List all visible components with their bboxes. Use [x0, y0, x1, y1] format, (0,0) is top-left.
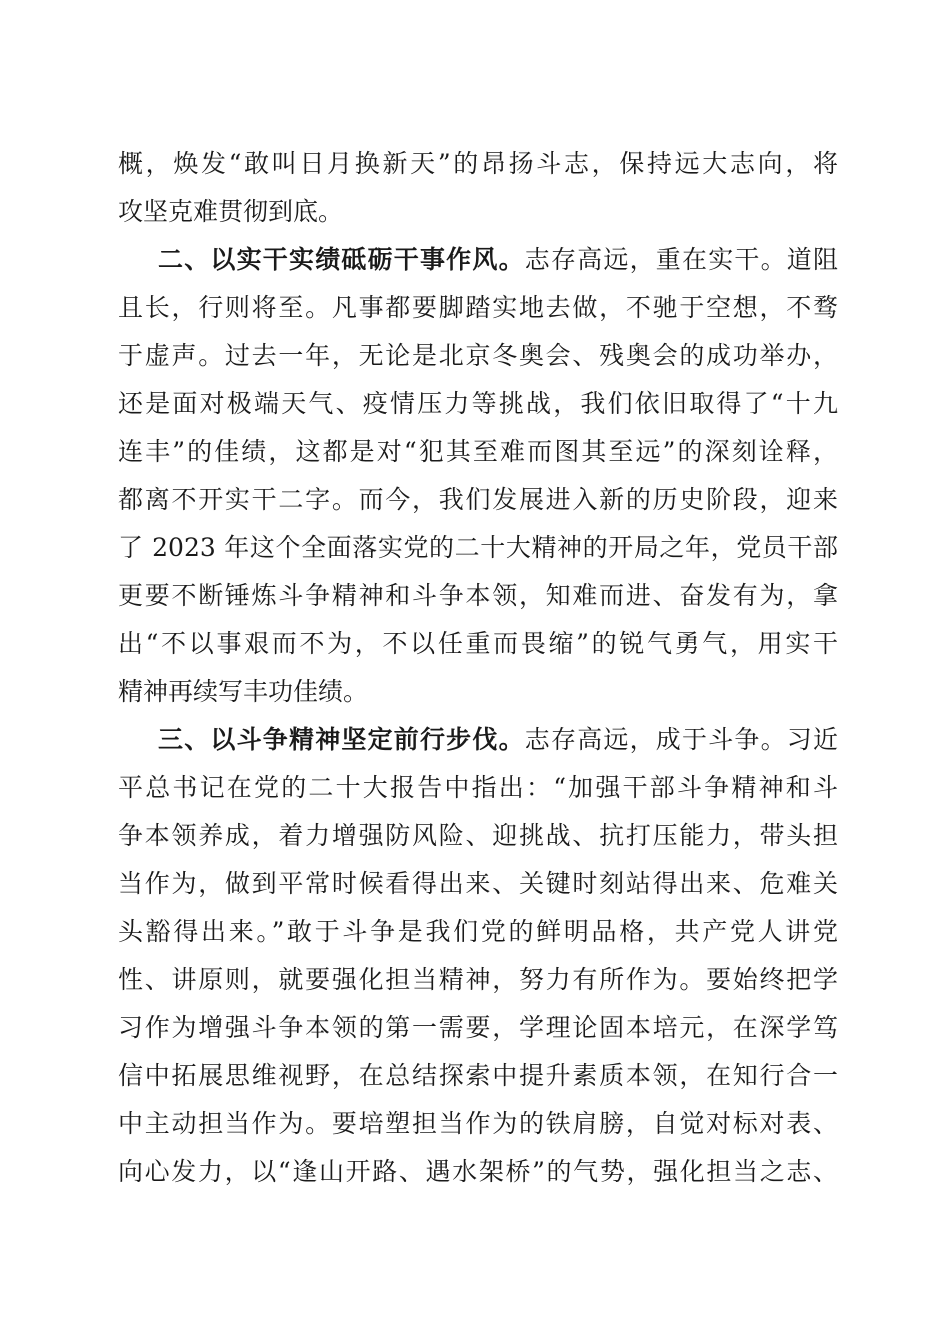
text-line: 且长，行则将至。凡事都要脚踏实地去做，不驰于空想，不骛 — [118, 293, 838, 322]
text-line: 习作为增强斗争本领的第一需要，学理论固本培元，在深学笃 — [118, 1013, 838, 1042]
paragraph-section-three — [118, 716, 838, 1196]
text-line: 性、讲原则，就要强化担当精神，努力有所作为。要始终把学 — [118, 965, 838, 994]
text-line: 信中拓展思维视野，在总结探索中提升素质本领，在知行合一 — [118, 1061, 838, 1090]
paragraph-continuation — [118, 140, 838, 236]
text-line: 出“不以事艰而不为，不以任重而畏缩”的锐气勇气，用实干 — [118, 629, 838, 658]
body-text — [118, 140, 838, 1196]
text-line: 精神再续写丰功佳绩。 — [118, 677, 369, 706]
section-heading: 三、以斗争精神坚定前行步伐。 — [158, 725, 525, 754]
text-line: 都离不开实干二字。而今，我们发展进入新的历史阶段，迎来 — [118, 485, 838, 514]
text-line: 平总书记在党的二十大报告中指出：“加强干部斗争精神和斗 — [118, 773, 838, 802]
text-line: 了 2023 年这个全面落实党的二十大精神的开局之年，党员干部 — [118, 533, 838, 562]
text-line: 当作为，做到平常时候看得出来、关键时刻站得出来、危难关 — [118, 869, 838, 898]
text-line: 中主动担当作为。要培塑担当作为的铁肩膀，自觉对标对表、 — [118, 1109, 838, 1138]
text-line — [118, 716, 838, 764]
text-line: 还是面对极端天气、疫情压力等挑战，我们依旧取得了“十九 — [118, 389, 838, 418]
text-line: 连丰”的佳绩，这都是对“犯其至难而图其至远”的深刻诠释， — [118, 437, 838, 466]
text-line: 概，焕发“敢叫日月换新天”的昂扬斗志，保持远大志向，将 — [118, 149, 838, 178]
text-line: 攻坚克难贯彻到底。 — [118, 197, 344, 226]
text-line: 争本领养成，着力增强防风险、迎挑战、抗打压能力，带头担 — [118, 821, 838, 850]
text-line: 于虚声。过去一年，无论是北京冬奥会、残奥会的成功举办， — [118, 341, 838, 370]
text-line: 更要不断锤炼斗争精神和斗争本领，知难而进、奋发有为，拿 — [118, 581, 838, 610]
paragraph-section-two — [118, 236, 838, 716]
text-run: 志存高远，重在实干。道阻 — [524, 245, 838, 274]
text-run: 志存高远，成于斗争。习近 — [524, 725, 838, 754]
section-heading: 二、以实干实绩砥砺干事作风。 — [158, 245, 525, 274]
text-line — [118, 236, 838, 284]
text-line: 向心发力，以“逢山开路、遇水架桥”的气势，强化担当之志、 — [118, 1157, 838, 1186]
text-line: 头豁得出来。”敢于斗争是我们党的鲜明品格，共产党人讲党 — [118, 917, 838, 946]
